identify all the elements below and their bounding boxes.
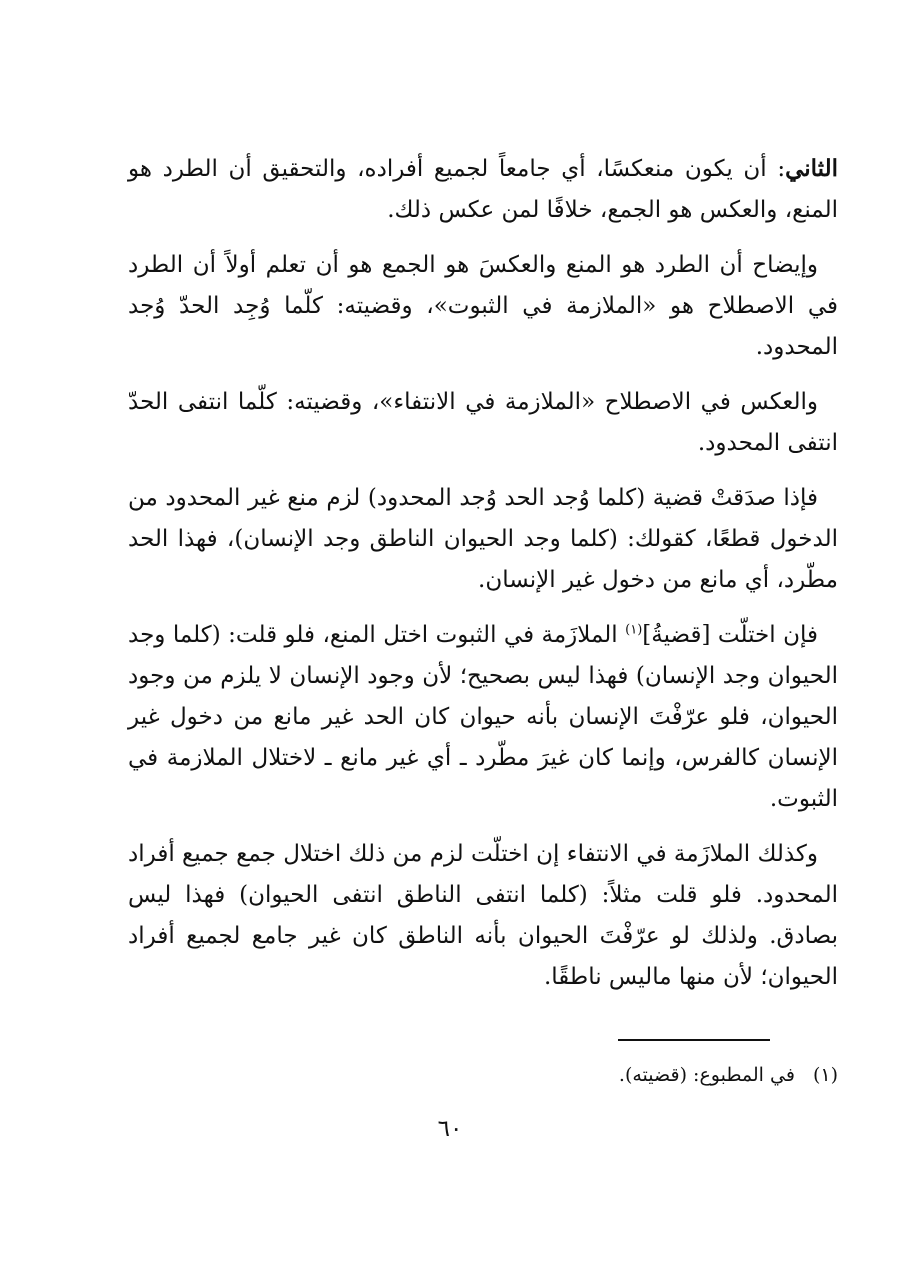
paragraph-lead-word: الثاني [785,155,838,182]
paragraph-1-text: : أن يكون منعكسًا، أي جامعاً لجميع أفراده، والتحقيق أن الطرد هو المنع، والعكس هو الجمع، خلافًا لمن عكس ذلك. [128,156,838,223]
footnote-number: (١) [812,1064,838,1086]
paragraph-5-text-end: الملازَمة في الثبوت اختل المنع، فلو قلت: (كلما وجد الحيوان وجد الإنسان) فهذا ليس بصحيح؛ لأن وجود الإنسان لا يلزم من وجود الحيوان، فلو عرّفْتَ الإنسان بأنه حيوان كان الحد غير مانع من دخول غير الإنسان كالفرس، وإنما كان غيرَ مطّرد ـ أي غير مانع ـ لاختلال الملازمة في الثبوت. [128,622,838,812]
paragraph-6: وكذلك الملازَمة في الانتفاء إن اختلّت لزم من ذلك اختلال جمع جميع أفراد المحدود. فلو قلت مثلاً: (كلما انتفى الناطق انتفى الحيوان) فهذا ليس بصادق. ولذلك لو عرّفْتَ الحيوان بأنه الناطق كان غير جامع لجميع أفراد الحيوان؛ لأن منها ماليس ناطقًا. [128,841,838,990]
paragraph-5 [128,615,838,820]
paragraph-1 [128,148,838,231]
paragraph-3: والعكس في الاصطلاح «الملازمة في الانتفاء»، وقضيته: كلّما انتفى الحدّ انتفى المحدود. [128,389,838,456]
page-number: ٦٠ [437,1116,463,1142]
footnote-text: في المطبوع: (قضيته). [618,1064,795,1086]
footnote-divider [618,1039,770,1041]
paragraph-5-text-start: فإن اختلّت [قضيةُ] [642,622,818,648]
footnote [138,1060,838,1090]
main-text [128,148,838,1012]
footnote-reference: (١) [625,622,643,638]
paragraph-4: فإذا صدَقتْ قضية (كلما وُجد الحد وُجد المحدود) لزم منع غير المحدود من الدخول قطعًا، كقولك: (كلما وجد الحيوان الناطق وجد الإنسان)، فهذا الحد مطّرد، أي مانع من دخول غير الإنسان. [128,485,838,593]
paragraph-2: وإيضاح أن الطرد هو المنع والعكسَ هو الجمع هو أن تعلم أولاً أن الطرد في الاصطلاح هو «الملازمة في الثبوت»، وقضيته: كلّما وُجِد الحدّ وُجد المحدود. [128,252,838,360]
